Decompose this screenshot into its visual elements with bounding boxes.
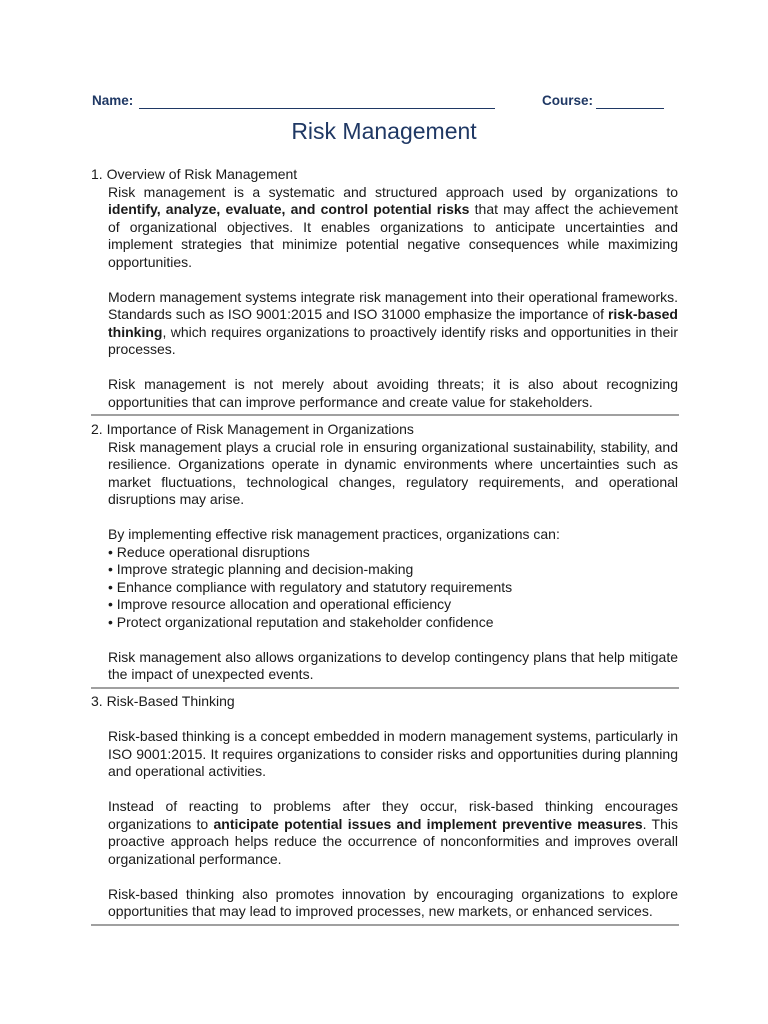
text-run: . This proactive approach helps reduce the occurrence of nonconformities and improves overall organizational performance.	[108, 815, 678, 867]
page-title: Risk Management	[291, 118, 477, 144]
text-run: Modern management systems integrate risk management into their operational frameworks. Standards such as ISO 9001:2015 and ISO 31000 emphasize the importance of	[108, 288, 678, 322]
bullet-list	[108, 544, 678, 632]
paragraph: Risk-based thinking is a concept embedded in modern management systems, particularly in ISO 9001:2015. It requires organizations to consider risks and opportunities during planning and operational activities.	[108, 728, 678, 779]
paragraph: Risk management also allows organizations to develop contingency plans that help mitigate the impact of unexpected events.	[108, 648, 678, 682]
section-body	[108, 439, 678, 684]
section-divider	[91, 924, 679, 926]
section-heading: 3. Risk-Based Thinking	[91, 693, 235, 709]
section-importance	[91, 421, 678, 684]
text-run: Risk management is a systematic and structured approach used by organizations to	[108, 183, 678, 200]
paragraph: Risk management plays a crucial role in ensuring organizational sustainability, stability, and resilience. Organizations operate in dynamic environments where uncertainties such as market fluctuations, technological changes, regulatory requirements, and operational disruptions may arise.	[108, 438, 678, 507]
section-divider	[91, 687, 679, 689]
section-heading: 2. Importance of Risk Management in Organizations	[91, 421, 414, 437]
bold-text: risk-based thinking	[108, 306, 678, 340]
section-body	[108, 184, 678, 412]
paragraph	[108, 798, 678, 868]
header-fields	[92, 93, 676, 113]
name-label: Name:	[92, 93, 134, 108]
section-heading: 1. Overview of Risk Management	[91, 166, 298, 182]
paragraph	[108, 289, 678, 359]
section-risk-based-thinking	[91, 693, 678, 921]
section-divider	[91, 414, 679, 416]
course-blank-line[interactable]	[596, 108, 664, 109]
list-item: • Enhance compliance with regulatory and statutory requirements	[108, 579, 678, 597]
list-item: • Protect organizational reputation and stakeholder confidence	[108, 614, 678, 632]
section-overview	[91, 166, 678, 411]
text-run: , which requires organizations to proactively identify risks and opportunities in their processes.	[108, 323, 678, 357]
bold-text: anticipate potential issues and implement preventive measures	[213, 815, 643, 832]
list-item: • Reduce operational disruptions	[108, 544, 678, 562]
list-item: • Improve resource allocation and operational efficiency	[108, 596, 678, 614]
text-run: Instead of reacting to problems after they occur, risk-based thinking encourages organizations to	[108, 798, 678, 832]
list-item: • Improve strategic planning and decision-making	[108, 561, 678, 579]
paragraph: Risk-based thinking also promotes innovation by encouraging organizations to explore opportunities that may lead to improved processes, new markets, or enhanced services.	[108, 885, 678, 919]
course-label: Course:	[542, 93, 594, 108]
paragraph	[108, 184, 678, 272]
paragraph: Risk management is not merely about avoiding threats; it is also about recognizing opportunities that can improve performance and create value for stakeholders.	[108, 376, 678, 410]
name-blank-line[interactable]	[139, 108, 495, 109]
section-body	[108, 728, 678, 921]
text-run: that may affect the achievement of organizational objectives. It enables organizations to anticipate uncertainties and implement strategies that minimize potential negative consequences while maximizing opportunities.	[108, 201, 678, 270]
paragraph: By implementing effective risk management practices, organizations can:	[108, 526, 560, 542]
bold-text: identify, analyze, evaluate, and control potential risks	[108, 201, 470, 217]
